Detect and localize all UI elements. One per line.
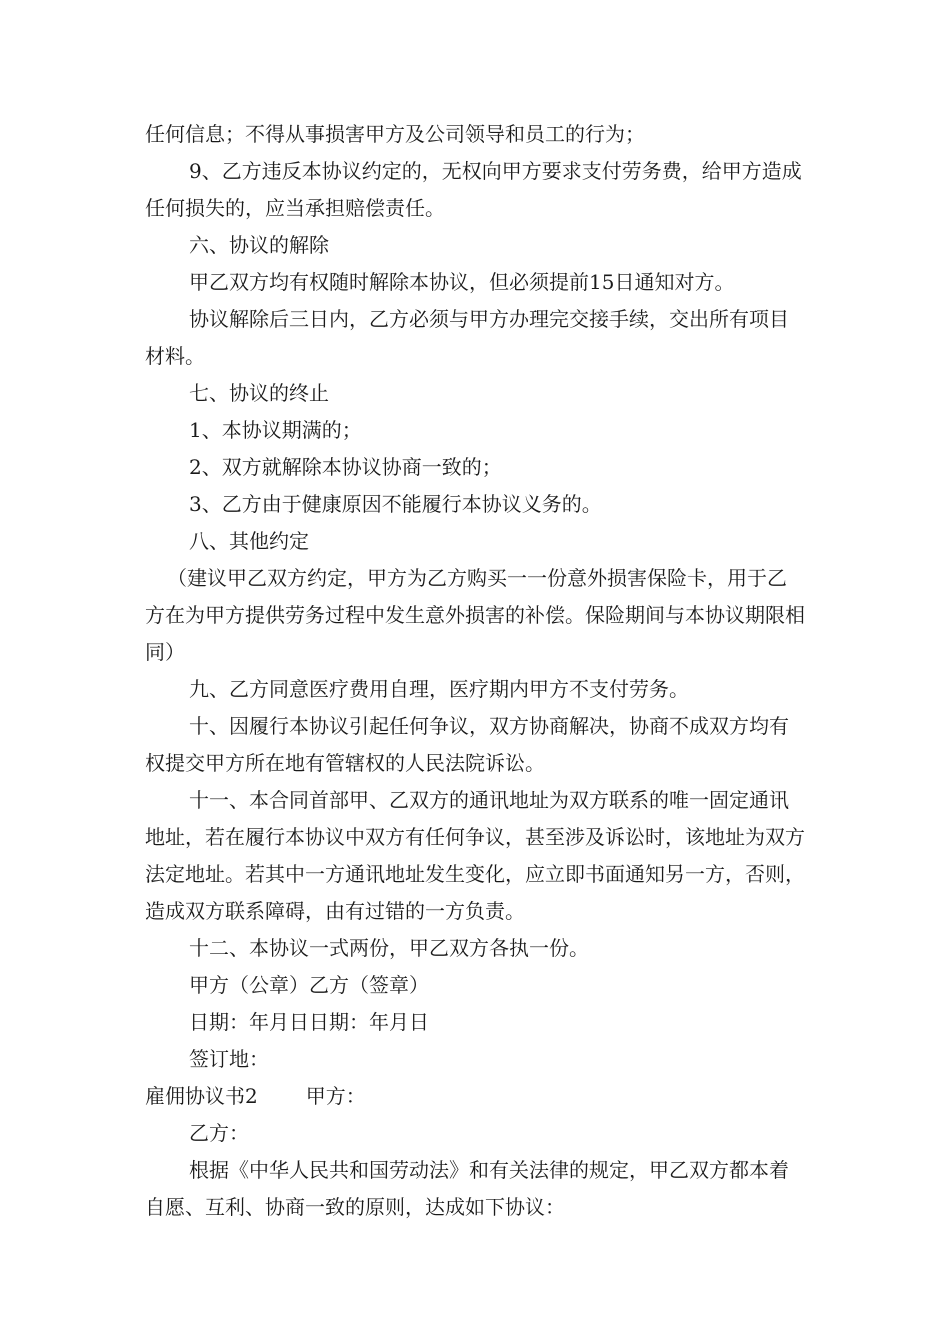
paragraph: 九、乙方同意医疗费用自理，医疗期内甲方不支付劳务。 [189,677,689,701]
document-body [145,116,805,1226]
section2-title-line [145,1078,805,1115]
party-a-label: 甲方： [305,1084,366,1108]
signing-place: 签订地： [189,1047,269,1071]
paragraph: 根据《中华人民共和国劳动法》和有关法律的规定，甲乙双方都本着自愿、互利、协商一致的原则，达成如下协议： [145,1158,789,1219]
paragraph: 十、因履行本协议引起任何争议，双方协商解决，协商不成双方均有权提交甲方所在地有管辖权的人民法院诉讼。 [145,714,789,775]
paragraph: （建议甲乙双方约定，甲方为乙方购买一一份意外损害保险卡，用于乙方在为甲方提供劳务过程中发生意外损害的补偿。保险期间与本协议期限相同） [145,566,805,664]
paragraph: 任何信息；不得从事损害甲方及公司领导和员工的行为； [145,122,645,146]
section-heading: 六、协议的解除 [189,233,329,257]
signature-line: 甲方（公章）乙方（签章） [189,973,429,997]
section2-title: 雇佣协议书2 [145,1084,258,1108]
list-item: 1、本协议期满的； [189,418,362,442]
paragraph: 甲乙双方均有权随时解除本协议，但必须提前15日通知对方。 [189,270,735,294]
paragraph: 十一、本合同首部甲、乙双方的通讯地址为双方联系的唯一固定通讯地址，若在履行本协议中双方有任何争议，甚至涉及诉讼时，该地址为双方法定地址。若其中一方通讯地址发生变化，应立即书面通知另一方，否则，造成双方联系障碍，由有过错的一方负责。 [145,788,805,923]
section-heading: 八、其他约定 [189,529,309,553]
party-b-label: 乙方： [189,1121,249,1145]
paragraph: 十二、本协议一式两份，甲乙双方各执一份。 [189,936,589,960]
list-item: 2、双方就解除本协议协商一致的； [189,455,502,479]
date-line: 日期：年月日日期：年月日 [189,1010,429,1034]
list-item: 3、乙方由于健康原因不能履行本协议义务的。 [189,492,602,516]
paragraph: 协议解除后三日内，乙方必须与甲方办理完交接手续，交出所有项目材料。 [145,307,789,368]
section-heading: 七、协议的终止 [189,381,329,405]
paragraph: 9、乙方违反本协议约定的，无权向甲方要求支付劳务费，给甲方造成任何损失的，应当承担赔偿责任。 [145,159,802,220]
